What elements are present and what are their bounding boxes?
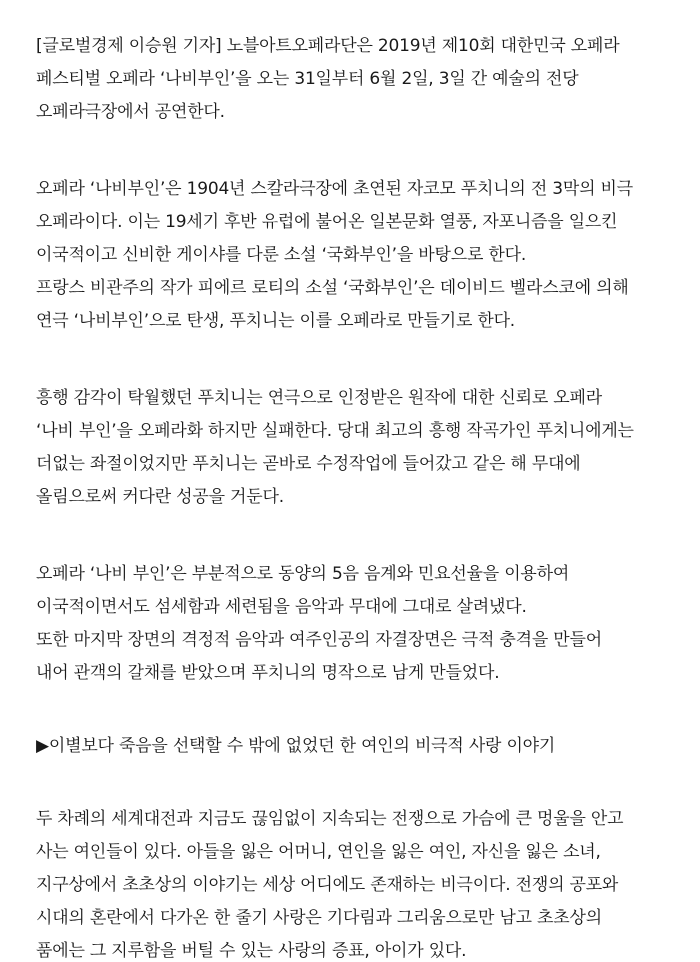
paragraph-spacer [36, 338, 682, 382]
paragraph-background [36, 173, 682, 338]
text-line: 사는 여인들이 있다. 아들을 잃은 어머니, 연인을 잃은 여인, 자신을 잃은 소녀, [36, 842, 601, 862]
text-line: 오페라극장에서 공연한다. [36, 102, 225, 122]
paragraph-spacer [36, 129, 682, 173]
text-line: 페스티벌 오페라 ‘나비부인’을 오는 31일부터 6월 2일, 3일 간 예술의 전당 [36, 69, 579, 89]
text-line: 오페라이다. 이는 19세기 후반 유럽에 불어온 일본문화 열풍, 자포니즘을 일으킨 [36, 212, 618, 232]
text-line: 이국적이면서도 섬세함과 세련됨을 음악과 무대에 그대로 살려냈다. [36, 597, 527, 617]
paragraph-history [36, 382, 682, 514]
text-line: 품에는 그 지루함을 버틸 수 있는 사랑의 증표, 아이가 있다. [36, 941, 467, 961]
text-line: 올림으로써 커다란 성공을 거둔다. [36, 487, 284, 507]
text-line: 시대의 혼란에서 다가온 한 줄기 사랑은 기다림과 그리움으로만 남고 초초상의 [36, 908, 602, 928]
text-line: 오페라 ‘나비 부인’은 부분적으로 동양의 5음 음계와 민요선율을 이용하여 [36, 564, 570, 584]
text-line: 내어 관객의 갈채를 받았으며 푸치니의 명작으로 남게 만들었다. [36, 663, 500, 683]
paragraph-spacer [36, 514, 682, 558]
text-line: 이국적이고 신비한 게이샤를 다룬 소설 ‘국화부인’을 바탕으로 한다. [36, 245, 527, 265]
paragraph-spacer [36, 690, 682, 730]
section-heading-text: ▶이별보다 죽음을 선택할 수 밖에 없었던 한 여인의 비극적 사랑 이야기 [36, 736, 556, 756]
text-line: 두 차례의 세계대전과 지금도 끊임없이 지속되는 전쟁으로 가슴에 큰 멍울을 안고 [36, 809, 624, 829]
text-line: ‘나비 부인’을 오페라화 하지만 실패한다. 당대 최고의 흥행 작곡가인 푸치니에게는 [36, 421, 634, 441]
text-line: 연극 ‘나비부인’으로 탄생, 푸치니는 이를 오페라로 만들기로 한다. [36, 311, 516, 331]
text-line: 더없는 좌절이었지만 푸치니는 곧바로 수정작업에 들어갔고 같은 해 무대에 [36, 454, 581, 474]
text-line: 지구상에서 초초상의 이야기는 세상 어디에도 존재하는 비극이다. 전쟁의 공포와 [36, 875, 619, 895]
text-line: [글로벌경제 이승원 기자] 노블아트오페라단은 2019년 제10회 대한민국 오페라 [36, 36, 620, 56]
paragraph-story [36, 803, 682, 962]
section-heading [36, 730, 682, 763]
text-line: 흥행 감각이 탁월했던 푸치니는 연극으로 인정받은 원작에 대한 신뢰로 오페라 [36, 388, 602, 408]
paragraph-intro [36, 30, 682, 129]
text-line: 또한 마지막 장면의 격정적 음악과 여주인공의 자결장면은 극적 충격을 만들어 [36, 630, 602, 650]
paragraph-spacer [36, 763, 682, 803]
text-line: 오페라 ‘나비부인’은 1904년 스칼라극장에 초연된 자코모 푸치니의 전 3막의 비극 [36, 179, 633, 199]
text-line: 프랑스 비관주의 작가 피에르 로티의 소설 ‘국화부인’은 데이비드 벨라스코에 의해 [36, 278, 629, 298]
paragraph-music [36, 558, 682, 690]
